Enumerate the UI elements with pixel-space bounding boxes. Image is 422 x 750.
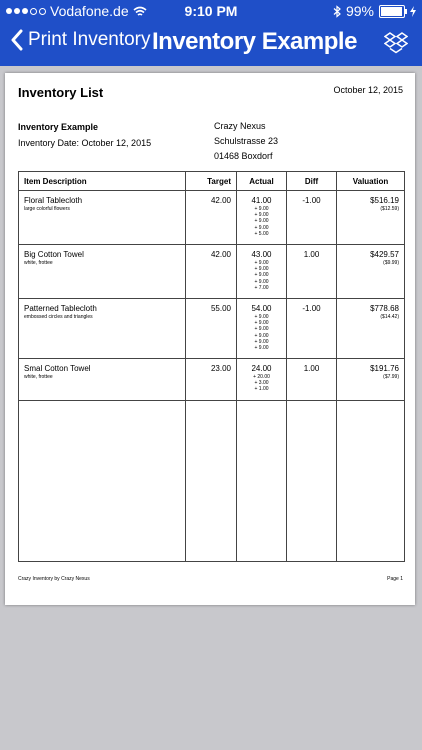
count-entry: + 7.00: [254, 284, 269, 291]
page-number: Page 1: [387, 576, 403, 582]
table-row: [19, 299, 405, 359]
table-row: [19, 359, 405, 401]
count-entry: + 5.00: [254, 230, 269, 237]
unit-price: ($14.42): [380, 314, 399, 320]
count-entry: + 1.00: [254, 386, 269, 393]
valuation-total: $429.57: [370, 250, 399, 259]
target-cell: 42.00: [186, 245, 237, 299]
company-street: Schulstrasse 23: [214, 136, 279, 146]
table-header: [19, 172, 405, 191]
actual-cell: [237, 299, 287, 359]
count-entry: + 9.00: [254, 314, 269, 320]
item-desc: large colorful flowers: [24, 206, 70, 212]
valuation-total: $516.19: [370, 196, 399, 205]
valuation-cell: [337, 191, 405, 245]
bluetooth-icon: [333, 5, 341, 18]
count-entry: + 3.00: [254, 380, 269, 387]
count-entry: + 9.00: [254, 212, 269, 219]
count-entry: + 9.00: [254, 345, 269, 352]
count-entry: + 9.00: [254, 332, 269, 339]
unit-price: ($9.99): [383, 260, 399, 266]
back-label: Print Inventory: [28, 29, 151, 50]
count-entry: + 9.00: [254, 224, 269, 231]
status-right: [333, 3, 416, 19]
battery-icon: [379, 5, 405, 18]
valuation-cell: [337, 245, 405, 299]
company-address: [214, 119, 278, 164]
item-desc: white, frottee: [24, 260, 53, 266]
target-cell: 42.00: [186, 191, 237, 245]
inventory-date: Inventory Date: October 12, 2015: [18, 138, 152, 148]
item-name: Smal Cotton Towel: [24, 364, 91, 373]
count-entry: + 9.00: [254, 272, 269, 279]
item-cell: [19, 359, 186, 401]
actual-cell: [237, 359, 287, 401]
unit-price: ($12.59): [380, 206, 399, 212]
inventory-table: [18, 171, 405, 562]
unit-price: ($7.99): [383, 374, 399, 380]
carrier-name: Vodafone.de: [50, 3, 129, 19]
item-cell: [19, 191, 186, 245]
count-entry: + 9.00: [254, 260, 269, 266]
target-cell: 23.00: [186, 359, 237, 401]
chevron-left-icon: [10, 29, 24, 51]
header-valuation: Valuation: [337, 172, 405, 191]
actual-cell: [237, 191, 287, 245]
valuation-cell: [337, 299, 405, 359]
actual-counts: [242, 374, 281, 393]
nav-bar: [0, 22, 422, 66]
diff-cell: -1.00: [287, 299, 337, 359]
document-title: Inventory List: [18, 85, 104, 100]
header-diff: Diff: [287, 172, 337, 191]
document-date: October 12, 2015: [333, 85, 403, 95]
target-cell: 55.00: [186, 299, 237, 359]
actual-total: 43.00: [251, 250, 272, 259]
actual-total: 24.00: [251, 364, 272, 373]
table-row: [19, 191, 405, 245]
bolt-icon: [410, 6, 416, 17]
diff-cell: 1.00: [287, 359, 337, 401]
dropbox-icon[interactable]: [384, 32, 408, 54]
item-desc: white, frottee: [24, 374, 53, 380]
count-entry: + 9.00: [254, 278, 269, 285]
count-entry: + 9.00: [254, 338, 269, 345]
status-time: 9:10 PM: [184, 3, 238, 19]
count-entry: + 9.00: [254, 326, 269, 333]
item-cell: [19, 245, 186, 299]
count-entry: + 9.00: [254, 218, 269, 225]
header-actual: Actual: [237, 172, 287, 191]
valuation-cell: [337, 359, 405, 401]
count-entry: + 9.00: [254, 320, 269, 327]
count-entry: + 20.00: [253, 374, 270, 380]
actual-total: 54.00: [251, 304, 272, 313]
diff-cell: 1.00: [287, 245, 337, 299]
valuation-total: $191.76: [370, 364, 399, 373]
inventory-name: Inventory Example: [18, 122, 99, 132]
table-row: [19, 245, 405, 299]
print-preview-page: [5, 73, 415, 605]
status-bar: [0, 0, 422, 22]
page-title: Inventory Example: [152, 28, 357, 55]
valuation-total: $778.68: [370, 304, 399, 313]
footer-credit: Crazy Inventory by Crazy Nexus: [18, 576, 90, 582]
actual-counts: [242, 314, 281, 351]
back-button[interactable]: [10, 29, 151, 51]
count-entry: + 9.00: [254, 206, 269, 212]
actual-cell: [237, 245, 287, 299]
company-name: Crazy Nexus: [214, 121, 266, 131]
empty-row: [19, 401, 405, 562]
diff-cell: -1.00: [287, 191, 337, 245]
actual-total: 41.00: [251, 196, 272, 205]
actual-counts: [242, 260, 281, 291]
header-target: Target: [186, 172, 237, 191]
item-cell: [19, 299, 186, 359]
count-entry: + 9.00: [254, 266, 269, 273]
item-name: Floral Tablecloth: [24, 196, 83, 205]
item-name: Big Cotton Towel: [24, 250, 84, 259]
item-desc: embossed circles and triangles: [24, 314, 93, 320]
header-item: Item Description: [19, 172, 186, 191]
item-name: Patterned Tablecloth: [24, 304, 97, 313]
actual-counts: [242, 206, 281, 237]
company-city: 01468 Boxdorf: [214, 151, 273, 161]
inventory-info: [18, 119, 151, 151]
battery-percent: 99%: [345, 3, 374, 19]
